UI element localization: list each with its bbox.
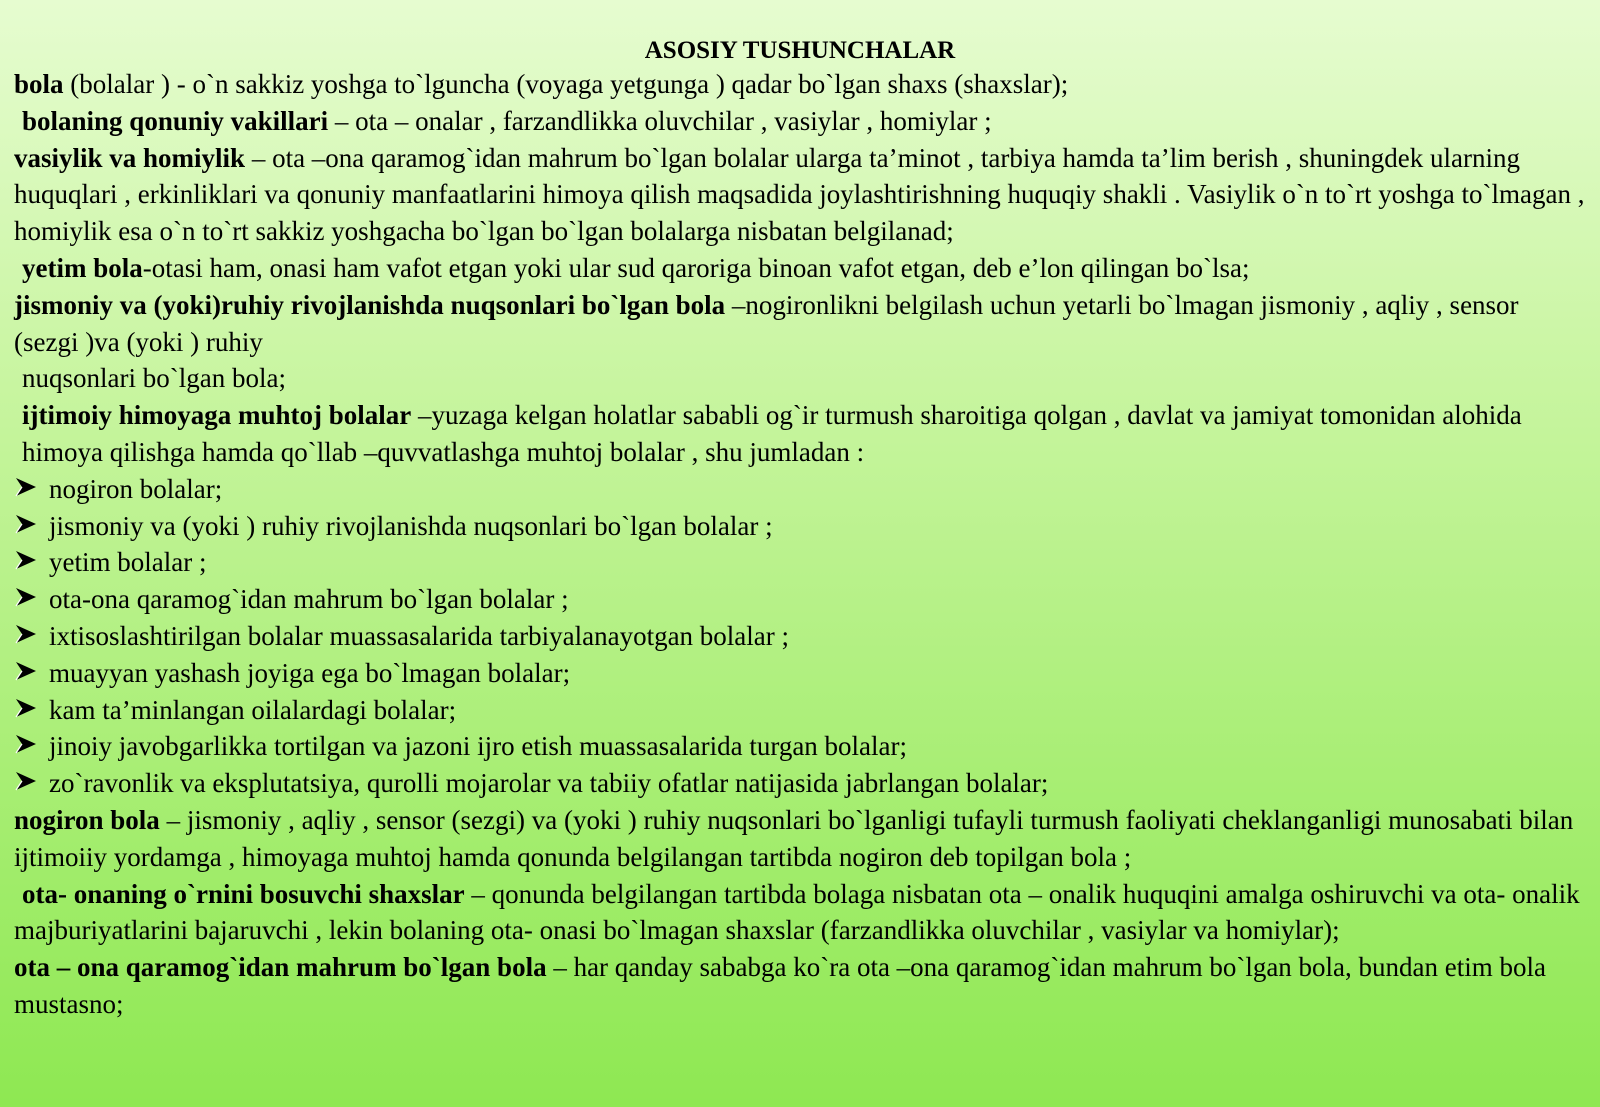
arrow-bullet-icon bbox=[14, 733, 38, 755]
definition-bola bbox=[14, 66, 1586, 103]
definition-yetim-bola bbox=[14, 250, 1586, 287]
arrow-bullet-icon bbox=[14, 770, 38, 792]
definition-text: –nogironlikni belgilash uchun yetarli bo`lmagan jismoniy , aqliy , sensor (sezgi )va (yoki ) ruhiy bbox=[14, 289, 1519, 357]
definition-text: –yuzaga kelgan holatlar sababli og`ir turmush sharoitiga qolgan , davlat va jamiyat tomonidan alohida himoya qilishga hamda qo`llab –quvvatlashga muhtoj bolalar , shu jumladan : bbox=[22, 400, 1522, 467]
term: ota – ona qaramog`idan mahrum bo`lgan bola bbox=[14, 952, 547, 983]
term: yetim bola bbox=[22, 252, 143, 283]
list-item: yetim bolalar ; bbox=[14, 544, 1586, 581]
bullet-list bbox=[14, 471, 1586, 802]
list-item: ota-ona qaramog`idan mahrum bo`lgan bolalar ; bbox=[14, 581, 1586, 618]
list-item: jismoniy va (yoki ) ruhiy rivojlanishda nuqsonlari bo`lgan bolalar ; bbox=[14, 508, 1586, 545]
term: ijtimoiy himoyaga muhtoj bolalar bbox=[22, 400, 412, 431]
arrow-bullet-icon bbox=[14, 513, 38, 535]
definition-nuqsonli-bola bbox=[14, 287, 1586, 361]
definition-ijtimoiy-himoya bbox=[14, 397, 1586, 471]
arrow-bullet-icon bbox=[14, 586, 38, 608]
definition-text: – har qanday sababga ko`ra ota –ona qaramog`idan mahrum bo`lgan bola, bundan etim bola mustasno; bbox=[14, 952, 1546, 1019]
term: vasiylik va homiylik bbox=[14, 142, 246, 173]
term: nogiron bola bbox=[14, 804, 160, 835]
list-item: ixtisoslashtirilgan bolalar muassasalarida tarbiyalanayotgan bolalar ; bbox=[14, 618, 1586, 655]
definition-text: -otasi ham, onasi ham vafot etgan yoki ular sud qaroriga binoan vafot etgan, deb e’lon qilingan bo`lsa; bbox=[142, 252, 1250, 283]
term: ota- onaning o`rnini bosuvchi shaxslar bbox=[22, 878, 465, 909]
definition-text: – jismoniy , aqliy , sensor (sezgi) va (yoki ) ruhiy nuqsonlari bo`lganligi tufayli turmush faoliyati cheklanganligi munosabati bilan ijtimoiiy yordamga , himoyaga muhtoj hamda qonunda belgilangan tartibda nogiron deb topilgan bola ; bbox=[14, 804, 1574, 872]
list-item: nogiron bolalar; bbox=[14, 471, 1586, 508]
definition-nogiron-bola bbox=[14, 802, 1586, 876]
list-item: kam ta’minlangan oilalardagi bolalar; bbox=[14, 692, 1586, 729]
list-item: zo`ravonlik va eksplutatsiya, qurolli mojarolar va tabiiy ofatlar natijasida jabrlangan bolalar; bbox=[14, 765, 1586, 802]
definition-text: – ota –ona qaramog`idan mahrum bo`lgan bolalar ularga ta’minot , tarbiya hamda ta’lim berish , shuningdek ularning huquqlari , erkinliklari va qonuniy manfaatlarini himoya qilish maqsadida joylashtirishning huquqiy shakli . Vasiylik o`n to`rt yoshga to`lmagan , homiylik esa o`n to`rt sakkiz yoshgacha bo`lgan bo`lgan bolalarga nisbatan belgilanad; bbox=[14, 142, 1585, 247]
page-title: ASOSIY TUSHUNCHALAR bbox=[644, 37, 956, 64]
arrow-bullet-icon bbox=[14, 549, 38, 571]
list-item: jinoiy javobgarlikka tortilgan va jazoni ijro etish muassasalarida turgan bolalar; bbox=[14, 728, 1586, 765]
arrow-bullet-icon bbox=[14, 660, 38, 682]
definition-qonuniy-vakillar bbox=[14, 103, 1586, 140]
arrow-bullet-icon bbox=[14, 476, 38, 498]
definition-continuation: nuqsonlari bo`lgan bola; bbox=[22, 363, 286, 394]
definition-text: – qonunda belgilangan tartibda bolaga nisbatan ota – onalik huquqini amalga oshiruvchi va ota- onalik majburiyatlarini bajaruvchi , lekin bolaning ota- onasi bo`lmagan shaxslar (farzandlikka oluvchilar , vasiylar va homiylar); bbox=[14, 878, 1580, 946]
definition-ota-ona-orni bbox=[14, 876, 1586, 950]
definition-text: (bolalar ) - o`n sakkiz yoshga to`lguncha (voyaga yetgunga ) qadar bo`lgan shaxs (shaxslar); bbox=[63, 69, 1069, 99]
definition-qaramogidan-mahrum bbox=[14, 949, 1586, 1023]
arrow-bullet-icon bbox=[14, 623, 38, 645]
term: bola bbox=[14, 69, 64, 99]
arrow-bullet-icon bbox=[14, 697, 38, 719]
definition-text: – ota – onalar , farzandlikka oluvchilar , vasiylar , homiylar ; bbox=[328, 105, 992, 136]
term: jismoniy va (yoki)ruhiy rivojlanishda nuqsonlari bo`lgan bola bbox=[14, 289, 726, 320]
term: bolaning qonuniy vakillari bbox=[22, 105, 329, 136]
slide-content bbox=[14, 34, 1586, 1023]
list-item: muayyan yashash joyiga ega bo`lmagan bolalar; bbox=[14, 655, 1586, 692]
definition-vasiylik-homiylik bbox=[14, 140, 1586, 250]
